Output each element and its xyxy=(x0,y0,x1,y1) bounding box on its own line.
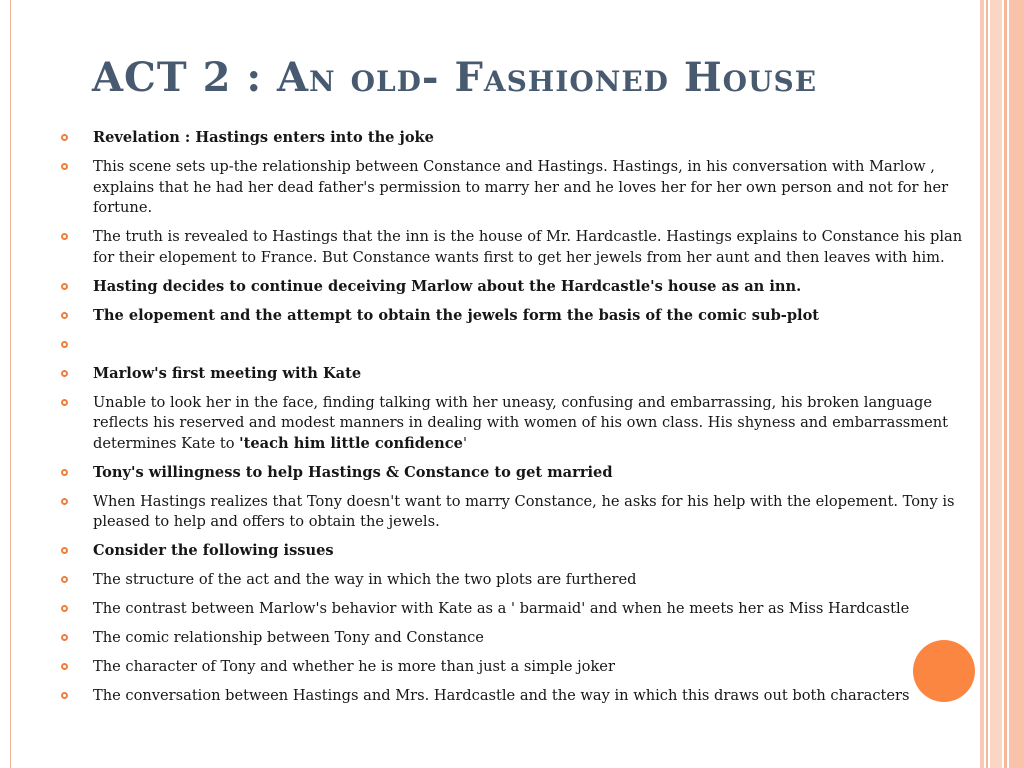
list-item xyxy=(0,306,990,327)
list-item xyxy=(0,277,990,298)
list-item-text xyxy=(93,394,948,452)
hollow-circle-bullet-icon xyxy=(61,576,68,583)
list-item xyxy=(0,541,990,562)
list-item xyxy=(0,657,990,678)
list-item-text-part: Unable to look her in the face, finding talking with her uneasy, confusing and embarrassing, his broken language reflects his reserved and modest manners in dealing with women of his own class. His shyness and embarrassment determines Kate to xyxy=(93,393,949,452)
hollow-circle-bullet-icon xyxy=(61,605,68,612)
hollow-circle-bullet-icon xyxy=(61,498,68,505)
list-item xyxy=(0,686,990,707)
list-item-text: The comic relationship between Tony and Constance xyxy=(93,629,484,646)
list-item xyxy=(0,393,990,455)
list-item-text-part: ' xyxy=(462,434,467,452)
stripe xyxy=(990,0,1002,768)
list-item-text: When Hastings realizes that Tony doesn't want to marry Constance, he asks for his help with the elopement. Tony is pleased to help and offers to obtain the jewels. xyxy=(93,492,955,530)
list-item-text: Hasting decides to continue deceiving Marlow about the Hardcastle's house as an inn. xyxy=(93,277,802,295)
hollow-circle-bullet-icon xyxy=(61,312,68,319)
list-item-text: The contrast between Marlow's behavior with Kate as a ' barmaid' and when he meets her as Miss Hardcastle xyxy=(93,600,910,617)
list-item-text: The elopement and the attempt to obtain the jewels form the basis of the comic sub-plot xyxy=(93,306,820,324)
list-item xyxy=(0,570,990,591)
list-item-empty xyxy=(0,335,990,356)
hollow-circle-bullet-icon xyxy=(61,634,68,641)
hollow-circle-bullet-icon xyxy=(61,341,68,348)
hollow-circle-bullet-icon xyxy=(61,469,68,476)
list-item-text: The character of Tony and whether he is more than just a simple joker xyxy=(93,658,615,675)
list-item-text: Marlow's first meeting with Kate xyxy=(93,364,362,382)
stripe xyxy=(1004,0,1007,768)
hollow-circle-bullet-icon xyxy=(61,399,68,406)
hollow-circle-bullet-icon xyxy=(61,370,68,377)
hollow-circle-bullet-icon xyxy=(61,547,68,554)
list-item xyxy=(0,227,990,268)
hollow-circle-bullet-icon xyxy=(61,283,68,290)
stripe xyxy=(1009,0,1024,768)
hollow-circle-bullet-icon xyxy=(61,163,68,170)
list-item xyxy=(0,628,990,649)
bullet-list xyxy=(0,128,990,715)
list-item-text: The truth is revealed to Hastings that the inn is the house of Mr. Hardcastle. Hastings explains to Constance his plan for their elopement to France. But Constance wants first to get her jewels from her aunt and then leaves with him. xyxy=(93,228,963,266)
list-item xyxy=(0,128,990,149)
list-item xyxy=(0,157,990,219)
list-item-text: The structure of the act and the way in which the two plots are furthered xyxy=(93,571,637,588)
list-item xyxy=(0,599,990,620)
list-item-emphasis: 'teach him little confidence xyxy=(239,434,463,452)
list-item-text: The conversation between Hastings and Mrs. Hardcastle and the way in which this draws out both characters xyxy=(93,687,910,704)
orange-circle-decoration xyxy=(913,640,975,702)
list-item-text: This scene sets up-the relationship between Constance and Hastings. Hastings, in his conversation with Marlow , explains that he had her dead father's permission to marry her and he loves her for her own person and not for her fortune. xyxy=(93,158,949,216)
list-item xyxy=(0,463,990,484)
list-item-text: Revelation : Hastings enters into the joke xyxy=(93,129,434,146)
hollow-circle-bullet-icon xyxy=(61,663,68,670)
list-item-text: Consider the following issues xyxy=(93,542,334,559)
list-item xyxy=(0,492,990,533)
list-item xyxy=(0,364,990,385)
list-item-text: Tony's willingness to help Hastings & Constance to get married xyxy=(93,463,613,481)
hollow-circle-bullet-icon xyxy=(61,233,68,240)
hollow-circle-bullet-icon xyxy=(61,692,68,699)
hollow-circle-bullet-icon xyxy=(61,134,68,141)
slide-title: ACT 2 : An old- Fashioned House xyxy=(92,54,818,101)
